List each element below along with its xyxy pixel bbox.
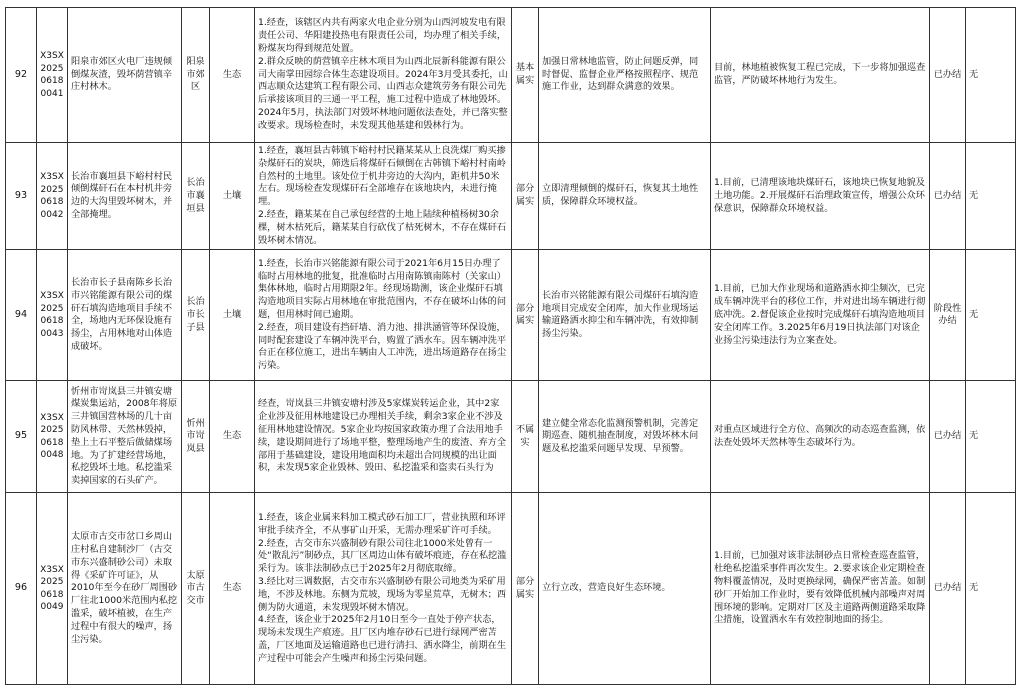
finding-paragraph: 4.经查，该企业于2025年2月10日至今一直处于停产状态，现场未发现生产痕迹。且厂区内堆存砂石已进行绿网严密苫盖，厂区地面及运输道路也已进行清扫、洒水降尘，前期在生产过程中可能会产生噪声和扬尘污染问题。 <box>258 614 507 664</box>
accountability: 无 <box>966 493 1016 685</box>
rectification-progress: 对重点区域进行全方位、高频次的动态巡查监测，依法查处毁坏天然林等生态破坏行为。 <box>711 381 930 493</box>
row-number: 96 <box>6 493 37 685</box>
case-table <box>5 7 1015 687</box>
pollution-category: 土壤 <box>210 143 255 250</box>
finding-paragraph: 1.经查，长治市兴铭能源有限公司于2021年6月15日办理了临时占用林地的批复，批准临时占用南陈镇南陈村（关家山）集体林地，临时占用期限2年。经现场勘测，该企业煤矸石填沟造地项目实际占用林地在审批范围内，不存在破坏山体的问题，但用林时间已逾期。 <box>258 257 507 320</box>
table-row <box>6 381 1016 493</box>
handling-measures: 长治市兴铭能源有限公司煤矸石填沟造地项目完成安全闭库，加大作业现场运输道路洒水抑尘和车辆冲洗，有效抑制扬尘污染。 <box>539 250 711 381</box>
complaint-content: 长治市襄垣县下峪村村民倾倒煤矸石在本村机井旁边的大沟里毁坏树木，并全部掩埋。 <box>68 143 182 250</box>
row-number: 94 <box>6 250 37 381</box>
accountability: 无 <box>966 381 1016 493</box>
pollution-category: 生态 <box>210 8 255 143</box>
finding-paragraph: 1.经查，该辖区内共有两家火电企业分别为山西河坡发电有限责任公司、华阳建投热电有限责任公司，均办理了相关手续，粉煤灰均得到规范处置。 <box>258 17 507 54</box>
pollution-category: 生态 <box>210 381 255 493</box>
finding-paragraph: 2.经查，籍某某在自己承包经营的土地上陆续种植杨树30余棵，树木枯死后，籍某某自行砍伐了枯死树木，不存在煤矸石毁坏树木情况。 <box>258 208 507 246</box>
case-code: X3SX202506180041 <box>37 8 68 143</box>
administrative-region: 长治市长子县 <box>182 250 210 381</box>
investigation-findings <box>255 381 512 493</box>
rectification-progress: 1.目前，已加强对该非法制砂点日常检查巡查监管，杜绝私挖滥采事件再次发生。2.要求该企业定期检查物料覆盖情况，及时更换绿网，确保严密苫盖。如制砂厂开始加工作业时，要有效降低机械内部噪声对周围环境的影响。定期对厂区及主道路两侧道路采取降尘措施，设置洒水车有效控制地面的扬尘。 <box>711 493 930 685</box>
complaint-content: 长治市长子县南陈乡长治市兴铭能源有限公司的煤矸石填沟造地项目手续不全，场地内无环保设施有扬尘，占用林地对山体造成破坏。 <box>68 250 182 381</box>
finding-paragraph: 2.经查，项目建设有挡矸墙、消力池、排洪涵管等环保设施，同时配套建设了车辆冲洗平台，购置了洒水车。因车辆冲洗平台正在移位施工，进出车辆由人工冲洗，进出场道路存在扬尘污染。 <box>258 321 507 372</box>
finding-paragraph: 3.经比对三调数据，古交市东兴盛制砂有限公司地类为采矿用地，不涉及林地。东侧为荒坡，现场为零星荒草，无树木；西侧为防火通道，未发现毁坏树木情况。 <box>258 576 507 613</box>
handling-measures: 立行立改，营造良好生态环境。 <box>539 493 711 685</box>
finding-paragraph: 2.群众反映的荫营镇辛庄林木项目为山西北辰新科能源有限公司大南掌田园综合体生态建设项目。2024年3月受其委托，山西志顺众达建筑工程有限公司、山西志众建筑劳务有限公司先后承接该项目的三通一平工程，施工过程中造成了林地毁坏。2024年5月，执法部门对毁坏林地问题依法查处，并已落实整改要求。现场检查时，未发现其他基建和毁林行为。 <box>258 55 508 131</box>
table-row <box>6 8 1016 143</box>
investigation-findings <box>255 493 512 685</box>
row-number: 93 <box>6 143 37 250</box>
investigation-findings <box>255 8 512 143</box>
handling-measures: 立即清理倾倒的煤矸石，恢复其土地性质，保障群众环境权益。 <box>539 143 711 250</box>
accountability: 无 <box>966 250 1016 381</box>
verdict: 部分属实 <box>512 250 539 381</box>
administrative-region: 太原市古交市 <box>182 493 210 685</box>
handling-measures: 加强日常林地监管，防止问题反弹，同时督促、监督企业严格按照程序、规范施工作业，达到群众满意的效果。 <box>539 8 711 143</box>
completion-status: 已办结 <box>930 381 966 493</box>
handling-measures: 建立健全常态化监测预警机制，完善定期巡查、随机抽查制度，对毁坏林木问题及私挖滥采问题早发现、早预警。 <box>539 381 711 493</box>
administrative-region: 长治市襄垣县 <box>182 143 210 250</box>
case-code: X3SX202506180049 <box>37 493 68 685</box>
pollution-category: 生态 <box>210 493 255 685</box>
verdict: 基本属实 <box>512 8 539 143</box>
investigation-findings <box>255 250 512 381</box>
completion-status: 阶段性办结 <box>930 250 966 381</box>
accountability: 无 <box>966 143 1016 250</box>
rectification-progress: 1.目前，已加大作业现场和道路洒水抑尘频次，已完成车辆冲洗平台的移位工作，并对进出场车辆进行彻底冲洗。2.督促该企业按时完成煤矸石填沟造地项目安全闭库工作。3.2025年6月19日执法部门对该企业扬尘污染违法行为立案查处。 <box>711 250 930 381</box>
table-row <box>6 493 1016 685</box>
pollution-category: 土壤 <box>210 250 255 381</box>
row-number: 92 <box>6 8 37 143</box>
rectification-progress: 1.目前，已清理该地块煤矸石，该地块已恢复地貌及土地功能。2.开展煤矸石治理政策宣传，增强公众环保意识，保障群众环境权益。 <box>711 143 930 250</box>
finding-paragraph: 1.经查，襄垣县古韩镇下峪村村民籍某某从上良洗煤厂购买掺杂煤矸石的炭块，筛选后将煤矸石倾倒在古韩镇下峪村村南岭自然村的土地里。该处位于机井旁边的大沟内，距机井50米左右。现场检查发现煤矸石全部堆存在该地块内，未进行掩埋。 <box>258 145 507 208</box>
verdict: 不属实 <box>512 381 539 493</box>
finding-paragraph: 1.经查，该企业属来料加工模式砂石加工厂，营业执照和环评审批手续齐全，不从事矿山开采，无需办理采矿许可手续。 <box>258 512 506 536</box>
completion-status: 已办结 <box>930 493 966 685</box>
verdict: 部分属实 <box>512 493 539 685</box>
case-code: X3SX202506180043 <box>37 250 68 381</box>
administrative-region: 忻州市岢岚县 <box>182 381 210 493</box>
row-number: 95 <box>6 381 37 493</box>
investigation-findings <box>255 143 512 250</box>
table-row <box>6 143 1016 250</box>
accountability: 无 <box>966 8 1016 143</box>
complaint-content: 阳泉市郊区火电厂违规倾倒煤灰渣，毁坏荫营镇辛庄村林木。 <box>68 8 182 143</box>
completion-status: 已办结 <box>930 8 966 143</box>
case-code: X3SX202506180042 <box>37 143 68 250</box>
finding-paragraph: 2.经查，古交市东兴盛制砂有限公司往北1000米处曾有一处“散乱污”制砂点，其厂区周边山体有破坏痕迹，存在私挖滥采行为。该非法制砂点已于2025年2月彻底取缔。 <box>258 537 507 575</box>
administrative-region: 阳泉市郊区 <box>182 8 210 143</box>
table-row <box>6 250 1016 381</box>
rectification-progress: 目前，林地植被恢复工程已完成，下一步将加强巡查监管，严防破坏林地行为发生。 <box>711 8 930 143</box>
finding-paragraph: 经查，岢岚县三井镇安塘村涉及5家煤炭转运企业，其中2家企业涉及征用林地建设已办理相关手续，剩余3家企业不涉及征用林地建设情况。5家企业均按国家政策办理了合法用地手续，建设期间进行了场地平整，整理场地产生的废渣、弃方全部用于基础建设，建设用地面积均未超出合同规模的出让面积，未发现5家企业毁林、毁田、私挖滥采和盗卖石头行为 <box>258 398 507 474</box>
complaint-content: 太原市古交市岔口乡周山庄村私自建制沙厂（古交市东兴盛制砂公司）未取得《采矿许可证》，从2010年至今在砂厂周围砂厂往北1000米范围内私挖滥采，破坏植被，在生产过程中有很大的噪声，扬尘污染。 <box>68 493 182 685</box>
complaint-content: 忻州市岢岚县三井镇安塘煤炭集运站，2008年将原三井镇国营林场的几十亩防风林带、天然林毁掉，垫上土石平整后做储煤场地。为了扩建经营场地，私挖毁坏土地。私挖滥采卖掉国家的石头矿产。 <box>68 381 182 493</box>
completion-status: 已办结 <box>930 143 966 250</box>
case-code: X3SX202506180048 <box>37 381 68 493</box>
verdict: 部分属实 <box>512 143 539 250</box>
